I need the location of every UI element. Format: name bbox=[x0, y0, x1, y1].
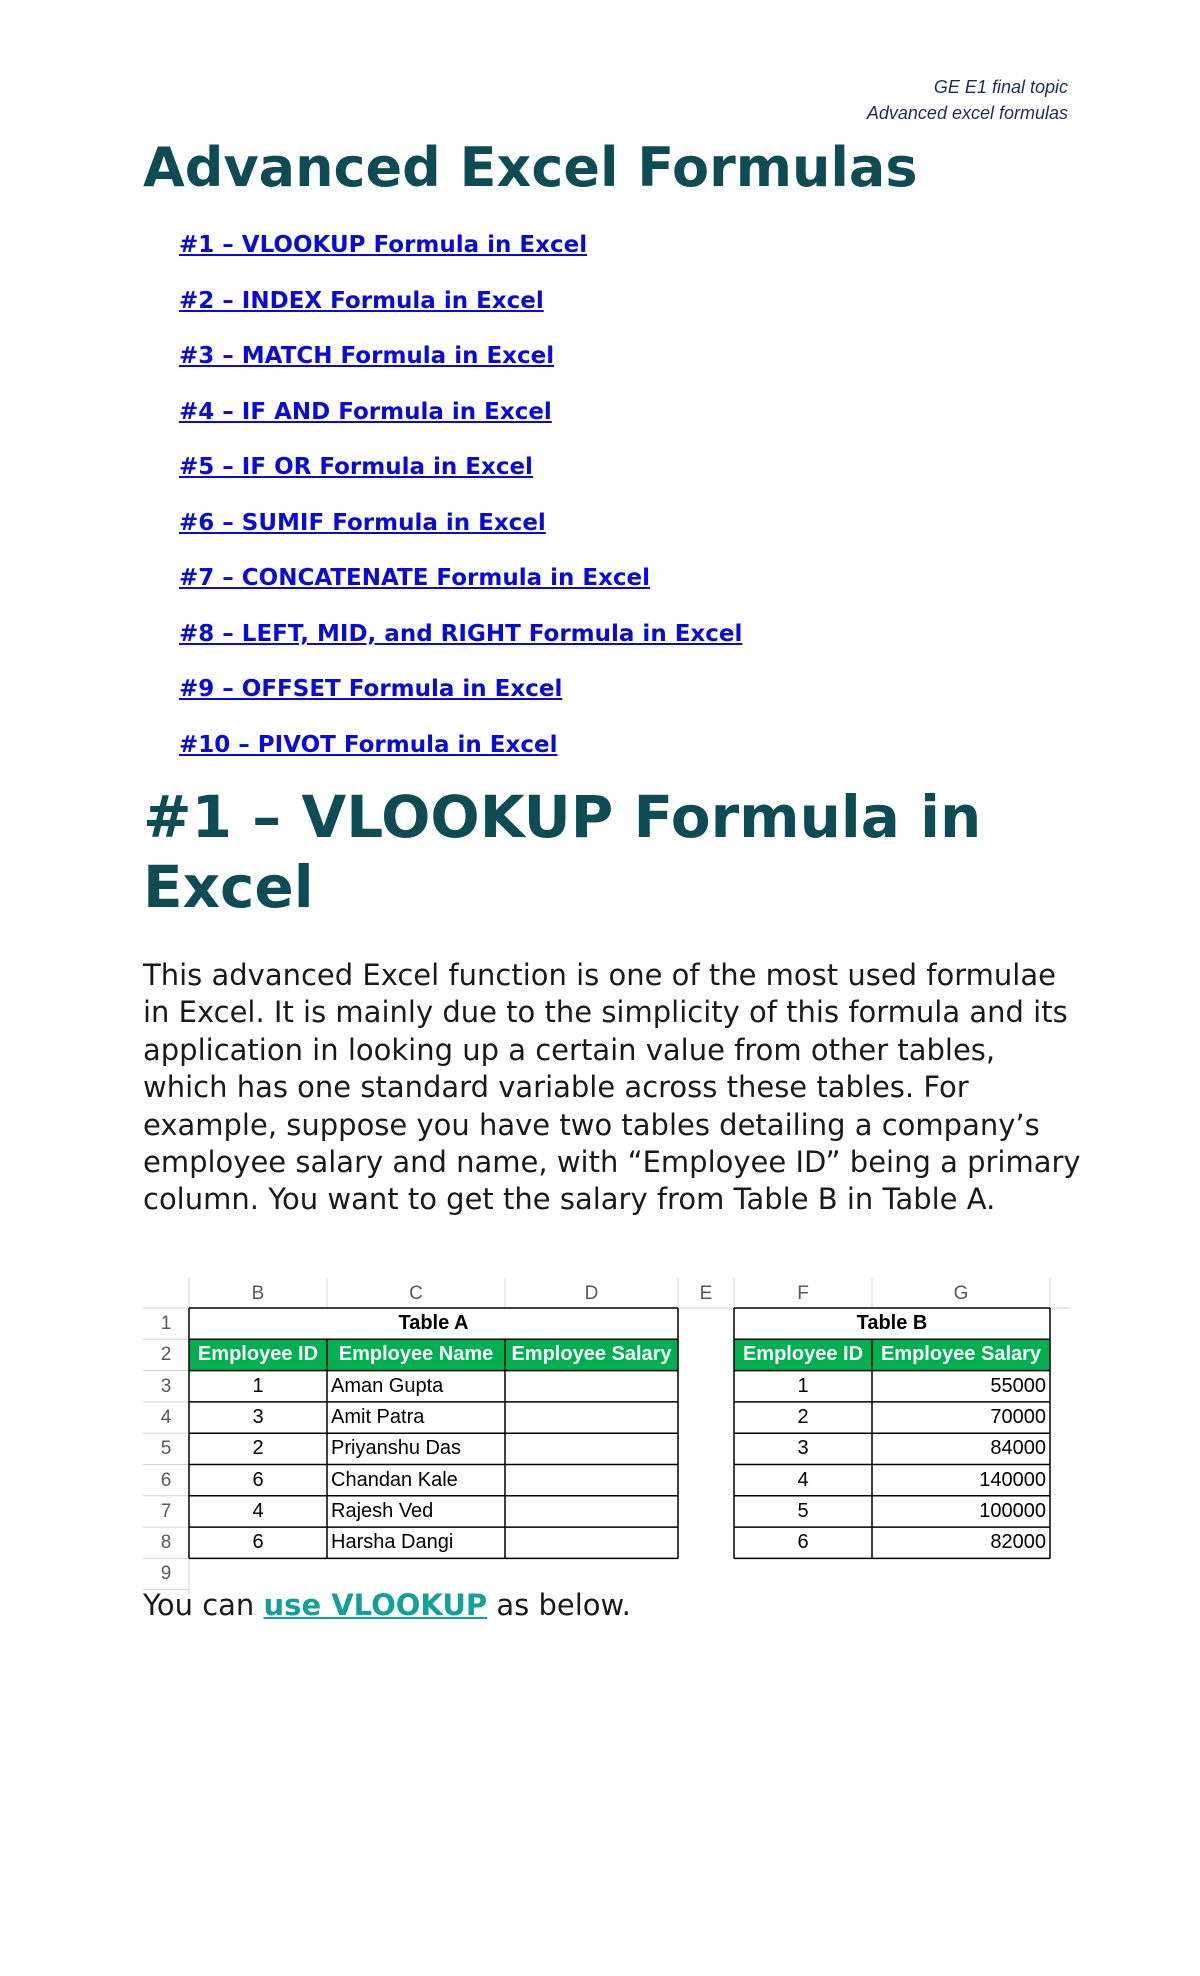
toc-item bbox=[179, 565, 742, 621]
table-a-employee-id: 6 bbox=[252, 1531, 264, 1554]
table-b-employee-salary: 55000 bbox=[990, 1374, 1046, 1397]
table-b-employee-salary: 84000 bbox=[990, 1437, 1046, 1460]
table-a-employee-salary bbox=[505, 1465, 678, 1496]
toc-link-left-mid-right[interactable]: #8 – LEFT, MID, and RIGHT Formula in Excel bbox=[179, 620, 743, 647]
column-letter-g: G bbox=[953, 1283, 969, 1304]
table-a-employee-salary bbox=[505, 1496, 678, 1527]
footer-suffix: as below. bbox=[487, 1588, 631, 1622]
toc-link-concatenate[interactable]: #7 – CONCATENATE Formula in Excel bbox=[179, 565, 651, 591]
table-a-employee-salary bbox=[505, 1402, 678, 1433]
toc-item bbox=[179, 343, 742, 399]
table-b-employee-salary: 100000 bbox=[979, 1499, 1046, 1522]
toc-item bbox=[179, 232, 742, 288]
table-a-employee-name: Amit Patra bbox=[331, 1405, 425, 1428]
toc-link-offset[interactable]: #9 – OFFSET Formula in Excel bbox=[179, 676, 563, 702]
row-number-9: 9 bbox=[160, 1563, 172, 1585]
toc-item bbox=[179, 676, 742, 732]
toc-item bbox=[179, 732, 742, 788]
row-number-6: 6 bbox=[160, 1469, 172, 1491]
toc-link-if-and[interactable]: #4 – IF AND Formula in Excel bbox=[179, 398, 552, 425]
table-b-header-cell: Employee Salary bbox=[880, 1343, 1042, 1366]
column-letter-c: C bbox=[409, 1283, 423, 1304]
table-b-employee-id: 5 bbox=[797, 1499, 809, 1522]
table-a-employee-id: 2 bbox=[252, 1437, 264, 1460]
table-a-employee-id: 4 bbox=[252, 1499, 264, 1522]
table-b-employee-id: 4 bbox=[797, 1468, 809, 1491]
table-b-header-cell: Employee ID bbox=[742, 1343, 864, 1366]
toc-item bbox=[179, 621, 742, 677]
toc-link-if-or[interactable]: #5 – IF OR Formula in Excel bbox=[179, 454, 533, 480]
toc-link-pivot[interactable]: #10 – PIVOT Formula in Excel bbox=[179, 731, 558, 758]
table-of-contents bbox=[179, 232, 742, 787]
table-a-employee-name: Chandan Kale bbox=[331, 1468, 458, 1491]
footer-line bbox=[143, 1588, 631, 1622]
column-letter-f: F bbox=[797, 1283, 809, 1304]
table-a-employee-salary bbox=[505, 1527, 678, 1558]
table-a-employee-name: Harsha Dangi bbox=[331, 1531, 454, 1554]
table-b-employee-id: 1 bbox=[797, 1374, 809, 1397]
column-letter-e: E bbox=[699, 1283, 713, 1304]
table-b-employee-id: 2 bbox=[797, 1405, 809, 1428]
row-number-8: 8 bbox=[160, 1532, 172, 1554]
toc-link-index[interactable]: #2 – INDEX Formula in Excel bbox=[179, 287, 544, 314]
table-b-title: Table B bbox=[856, 1312, 928, 1334]
table-a-employee-salary bbox=[505, 1433, 678, 1464]
toc-link-vlookup[interactable]: #1 – VLOOKUP Formula in Excel bbox=[179, 232, 588, 258]
column-letter-b: B bbox=[251, 1283, 265, 1304]
column-letter-d: D bbox=[584, 1283, 599, 1304]
table-a-employee-id: 1 bbox=[252, 1374, 264, 1397]
row-number-1: 1 bbox=[160, 1313, 172, 1334]
toc-item bbox=[179, 288, 742, 344]
page-title: Advanced Excel Formulas bbox=[143, 136, 918, 199]
row-number-2: 2 bbox=[160, 1344, 172, 1366]
table-a-employee-salary bbox=[505, 1371, 678, 1402]
table-a-header-cell: Employee Salary bbox=[511, 1343, 672, 1366]
footer-prefix: You can bbox=[143, 1588, 264, 1622]
table-b-employee-salary: 70000 bbox=[990, 1405, 1046, 1428]
table-b-employee-id: 3 bbox=[797, 1437, 809, 1460]
spreadsheet-image bbox=[143, 1278, 1070, 1594]
row-number-3: 3 bbox=[160, 1375, 172, 1397]
table-a-employee-name: Rajesh Ved bbox=[331, 1499, 434, 1522]
row-number-7: 7 bbox=[160, 1500, 172, 1522]
table-a-header-cell: Employee Name bbox=[338, 1343, 494, 1366]
row-number-5: 5 bbox=[160, 1438, 172, 1460]
table-a-employee-id: 3 bbox=[252, 1405, 264, 1428]
table-b-employee-salary: 82000 bbox=[990, 1531, 1046, 1554]
section-paragraph: This advanced Excel function is one of the most used formulae in Excel. It is mainly due to the simplicity of this formula and its application in looking up a certain value from other tables, which has one standard variable across these tables. For example, suppose you have two tables detailing a company’s employee salary and name, with “Employee ID” being a primary column. You want to get the salary from Table B in Table A. bbox=[143, 958, 1081, 1217]
table-a-header-cell: Employee ID bbox=[197, 1343, 319, 1366]
header-line-1: GE E1 final topic bbox=[933, 77, 1068, 97]
section-title: #1 – VLOOKUP Formula in Excel bbox=[143, 783, 982, 921]
toc-link-match[interactable]: #3 – MATCH Formula in Excel bbox=[179, 343, 555, 369]
toc-link-sumif[interactable]: #6 – SUMIF Formula in Excel bbox=[179, 509, 546, 536]
toc-item bbox=[179, 510, 742, 566]
row-number-4: 4 bbox=[160, 1406, 172, 1428]
table-b-employee-id: 6 bbox=[797, 1531, 809, 1554]
table-a-title: Table A bbox=[398, 1312, 469, 1334]
header-line-2: Advanced excel formulas bbox=[866, 103, 1068, 123]
page-header-note bbox=[867, 74, 1068, 126]
table-a-employee-name: Priyanshu Das bbox=[331, 1437, 462, 1460]
toc-item bbox=[179, 454, 742, 510]
table-a-employee-name: Aman Gupta bbox=[331, 1374, 444, 1397]
toc-item bbox=[179, 399, 742, 455]
table-b-employee-salary: 140000 bbox=[979, 1468, 1046, 1491]
table-a-employee-id: 6 bbox=[252, 1468, 264, 1491]
use-vlookup-link[interactable]: use VLOOKUP bbox=[263, 1588, 488, 1622]
